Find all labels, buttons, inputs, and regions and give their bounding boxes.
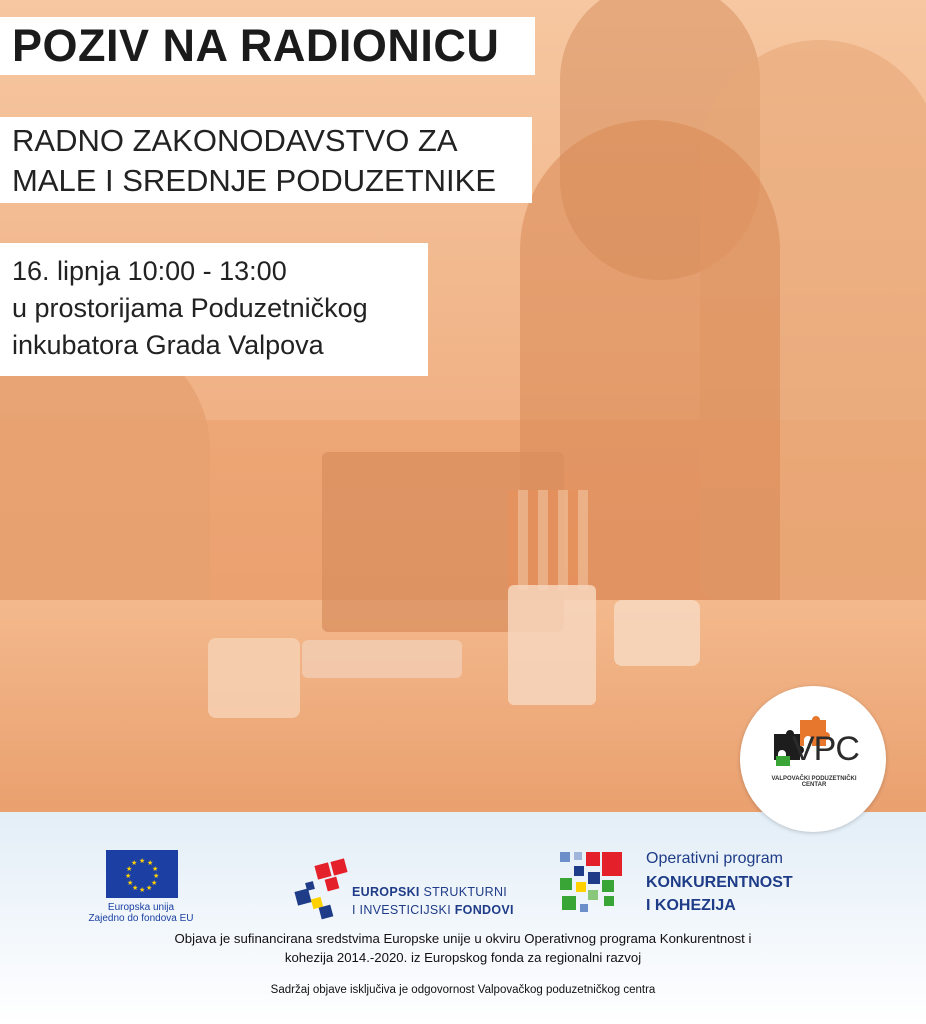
vpc-logo-text: VPC bbox=[792, 730, 859, 768]
opk-line-3: I KOHEZIJA bbox=[646, 897, 736, 914]
esif-flag-icon bbox=[294, 858, 358, 922]
esif-line-2-bold: FONDOVI bbox=[454, 903, 514, 917]
photo-cup bbox=[508, 585, 596, 705]
funding-disclaimer-line-1: Objava je sufinancirana sredstvima Europske unije u okviru Operativnog programa Konkurentnost i bbox=[174, 931, 752, 946]
eu-label: Europska unija bbox=[107, 902, 175, 913]
opk-logo bbox=[558, 850, 818, 920]
esif-line-1-bold: EUROPSKI bbox=[352, 885, 420, 899]
headline-box bbox=[0, 17, 535, 75]
headline: POZIV NA RADIONICU bbox=[12, 20, 500, 71]
esif-line-1 bbox=[352, 885, 507, 899]
opk-mosaic-icon bbox=[558, 850, 626, 916]
event-info-box bbox=[0, 243, 428, 376]
photo-cup bbox=[614, 600, 700, 666]
topic-box bbox=[0, 117, 532, 203]
event-location-line-2: inkubatora Grada Valpova bbox=[12, 330, 324, 360]
funding-disclaimer-line-2: kohezija 2014.-2020. iz Europskog fonda za regionalni razvoj bbox=[284, 950, 642, 965]
esif-line-1-regular: STRUKTURNI bbox=[423, 885, 508, 899]
photo-pens bbox=[508, 490, 588, 590]
esif-line-2 bbox=[352, 903, 514, 917]
topic-line-2: MALE I SREDNJE PODUZETNIKE bbox=[12, 163, 497, 198]
eu-logo bbox=[88, 850, 194, 924]
esif-logo bbox=[294, 858, 524, 922]
eu-flag-icon: ★ ★ ★ ★ ★ ★ ★ ★ ★ ★ ★ ★ bbox=[106, 850, 178, 898]
responsibility-note: Sadržaj objave isključiva je odgovornost Valpovačkog poduzetničkog centra bbox=[270, 984, 656, 996]
event-location-line-1: u prostorijama Poduzetničkog bbox=[12, 293, 368, 323]
opk-line-1: Operativni program bbox=[646, 850, 783, 867]
vpc-logo-subtitle: VALPOVAČKI PODUZETNIČKI CENTAR bbox=[771, 776, 857, 788]
funding-disclaimer bbox=[0, 929, 926, 967]
eu-slogan: Zajedno do fondova EU bbox=[88, 913, 194, 924]
vpc-logo bbox=[740, 686, 886, 832]
opk-line-2: KONKURENTNOST bbox=[646, 874, 793, 891]
photo-cup bbox=[208, 638, 300, 718]
topic-line-1: RADNO ZAKONODAVSTVO ZA bbox=[12, 123, 458, 158]
esif-line-2-regular: I INVESTICIJSKI bbox=[352, 903, 451, 917]
photo-tablet bbox=[302, 640, 462, 678]
event-date-time: 16. lipnja 10:00 - 13:00 bbox=[12, 256, 287, 286]
